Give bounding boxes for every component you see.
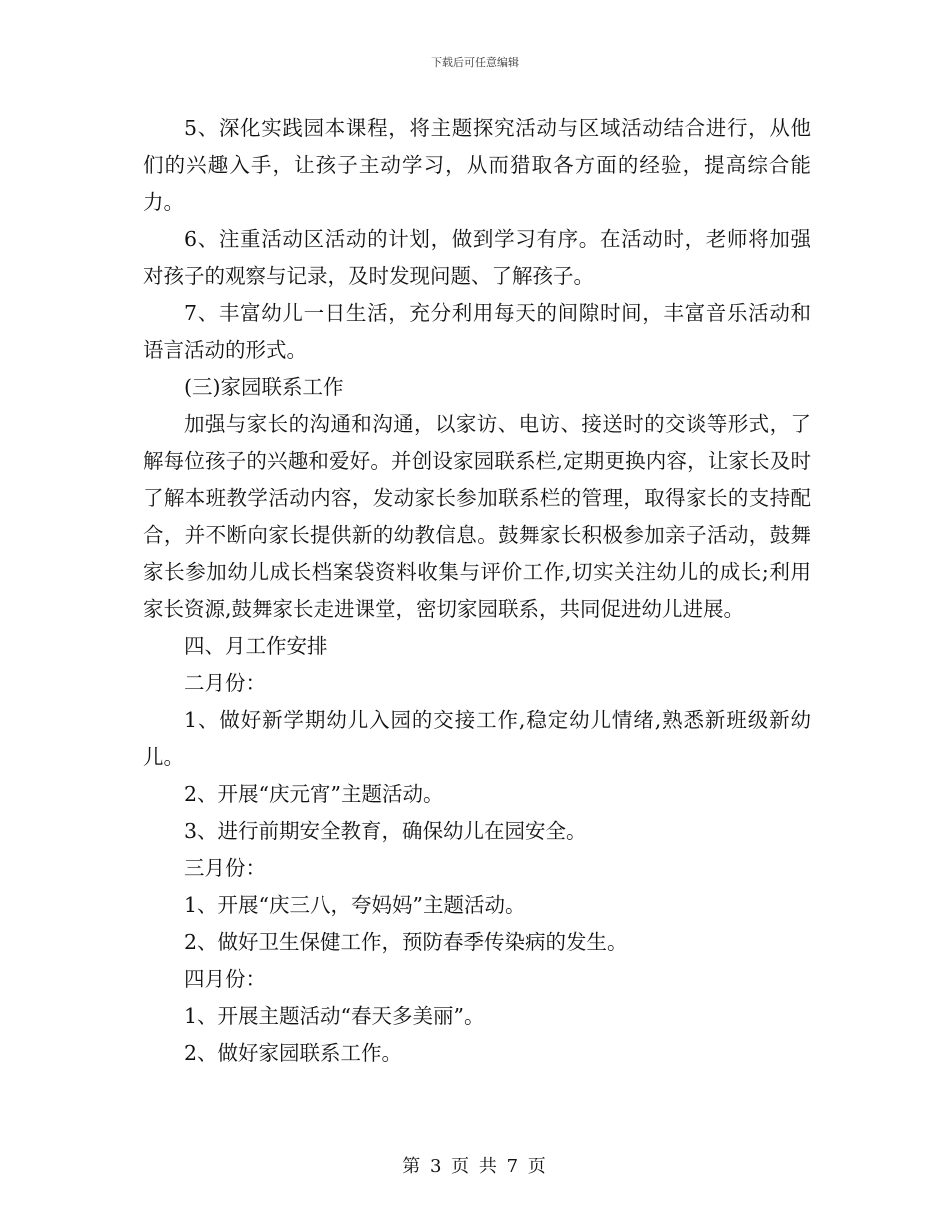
february-item-3: 3、进行前期安全教育，确保幼儿在园安全。 <box>184 819 587 843</box>
month-heading-april: 四月份： <box>184 967 266 991</box>
march-item-2: 2、做好卫生保健工作，预防春季传染病的发生。 <box>184 930 628 954</box>
header-note: 下载后可任意编辑 <box>431 56 519 69</box>
february-item-2: 2、开展“庆元宵”主题活动。 <box>184 782 444 806</box>
february-item-1: 1、做好新学期幼儿入园的交接工作,稳定幼儿情绪,熟悉新班级新幼儿。 <box>143 708 811 769</box>
section-heading-monthly-plan: 四、月工作安排 <box>184 634 328 658</box>
april-item-2: 2、做好家园联系工作。 <box>184 1041 403 1065</box>
section-heading-home-school: (三)家园联系工作 <box>184 375 344 399</box>
paragraph-item-5: 5、深化实践园本课程，将主题探究活动与区域活动结合进行，从他们的兴趣入手，让孩子主动学习，从而猎取各方面的经验，提高综合能力。 <box>143 116 811 214</box>
april-item-1: 1、开展主题活动“春天多美丽”。 <box>184 1004 485 1028</box>
paragraph-item-6: 6、注重活动区活动的计划，做到学习有序。在活动时，老师将加强对孩子的观察与记录，及时发现问题、了解孩子。 <box>143 227 811 288</box>
document-body <box>143 110 811 1072</box>
paragraph-item-7: 7、丰富幼儿一日生活，充分利用每天的间隙时间，丰富音乐活动和语言活动的形式。 <box>143 301 811 362</box>
month-heading-february: 二月份： <box>184 671 266 695</box>
march-item-1: 1、开展“庆三八，夸妈妈”主题活动。 <box>184 893 526 917</box>
paragraph-home-school-contact: 加强与家长的沟通和沟通，以家访、电访、接送时的交谈等形式，了解每位孩子的兴趣和爱好。并创设家园联系栏,定期更换内容，让家长及时了解本班教学活动内容，发动家长参加联系栏的管理，取得家长的支持配合，并不断向家长提供新的幼教信息。鼓舞家长积极参加亲子活动，鼓舞家长参加幼儿成长档案袋资料收集与评价工作,切实关注幼儿的成长;利用家长资源,鼓舞家长走进课堂，密切家园联系，共同促进幼儿进展。 <box>143 412 811 621</box>
page-number: 第 3 页 共 7 页 <box>402 1156 548 1177</box>
month-heading-march: 三月份： <box>184 856 266 880</box>
